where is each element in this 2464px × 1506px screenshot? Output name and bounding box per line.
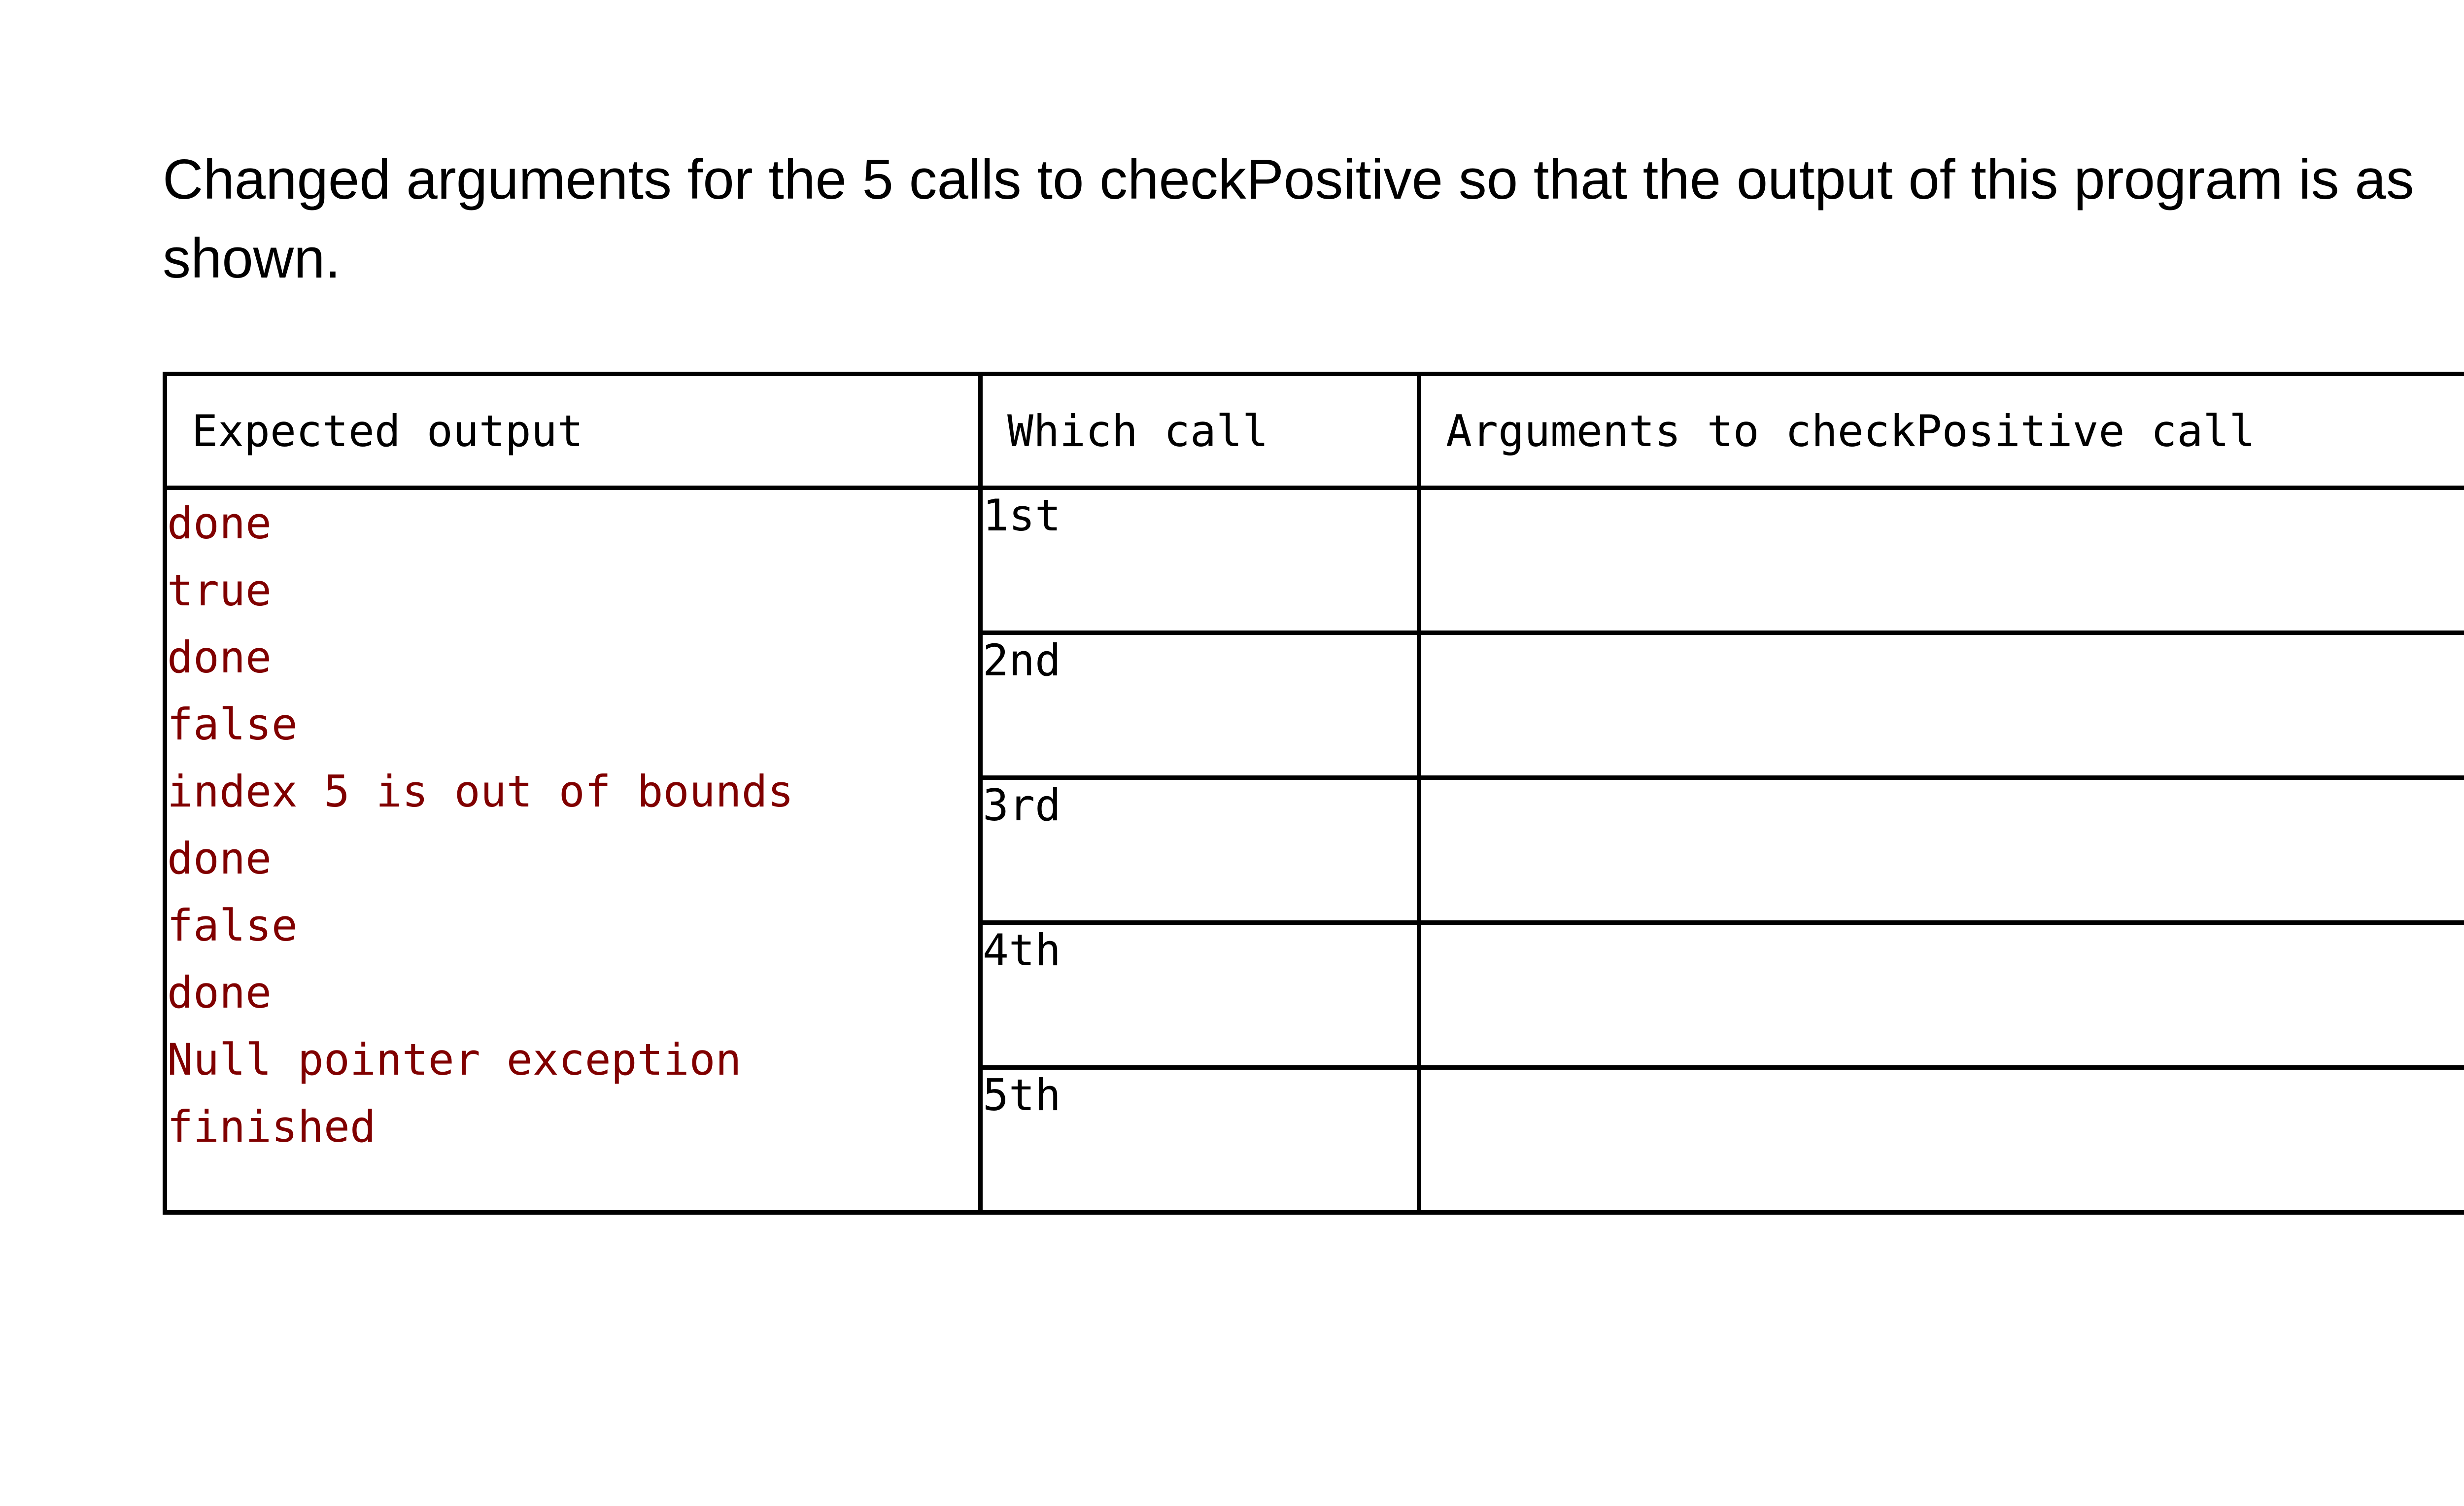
- which-call-cell: 3rd: [981, 778, 1419, 923]
- expected-output-cell: [165, 488, 981, 1213]
- header-which-call: Which call: [981, 374, 1419, 488]
- checkpositive-calls-table: [163, 372, 2464, 1215]
- output-line: index 5 is out of bounds: [167, 766, 794, 817]
- which-call-cell: 4th: [981, 923, 1419, 1068]
- arguments-cell[interactable]: [1419, 1068, 2464, 1213]
- which-call-cell: 1st: [981, 488, 1419, 633]
- output-line: false: [167, 699, 298, 750]
- output-line: true: [167, 565, 272, 616]
- arguments-cell[interactable]: [1419, 633, 2464, 778]
- table-header-row: [165, 374, 2464, 488]
- instructions-text: Changed arguments for the 5 calls to checkPositive so that the output of this program is as shown.: [163, 148, 2414, 290]
- arguments-cell[interactable]: [1419, 488, 2464, 633]
- header-expected-output: Expected output: [165, 374, 981, 488]
- header-arguments: Arguments to checkPositive call: [1419, 374, 2464, 488]
- output-line: finished: [167, 1101, 376, 1152]
- output-line: done: [167, 632, 272, 683]
- arguments-cell[interactable]: [1419, 778, 2464, 923]
- which-call-cell: 5th: [981, 1068, 1419, 1213]
- output-line: done: [167, 498, 272, 549]
- output-line: false: [167, 900, 298, 951]
- output-line: done: [167, 967, 272, 1018]
- output-line: Null pointer exception: [167, 1034, 742, 1085]
- table-row: [165, 488, 2464, 633]
- which-call-cell: 2nd: [981, 633, 1419, 778]
- arguments-cell[interactable]: [1419, 923, 2464, 1068]
- output-line: done: [167, 833, 272, 884]
